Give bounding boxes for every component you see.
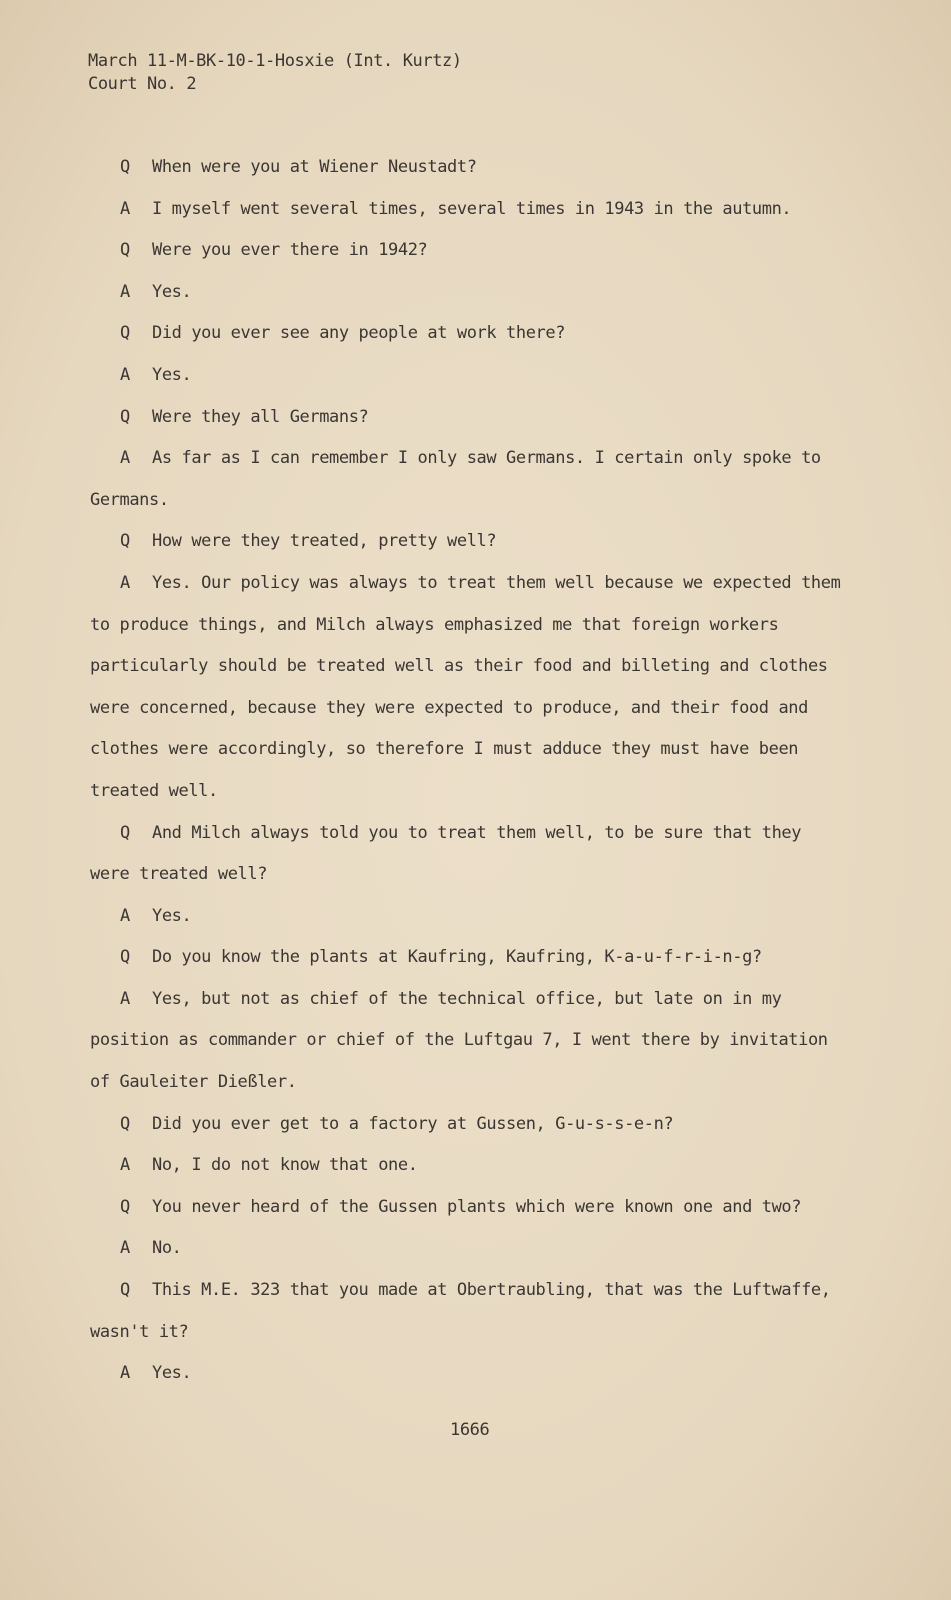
- document-header: [88, 50, 462, 96]
- entry-text: Yes.: [152, 364, 192, 385]
- entry-text: And Milch always told you to treat them well, to be sure that they were treated well?: [90, 822, 802, 885]
- speaker-label: A: [120, 1238, 130, 1259]
- entry-text: Yes.: [152, 905, 192, 926]
- transcript-entry: [90, 937, 850, 979]
- entry-text: Did you ever get to a factory at Gussen, G-u-s-s-e-n?: [152, 1113, 674, 1134]
- transcript-entry: [90, 147, 850, 189]
- entry-text: No, I do not know that one.: [152, 1155, 418, 1176]
- speaker-label: Q: [120, 240, 130, 261]
- speaker-label: A: [120, 988, 130, 1009]
- transcript-entry: [90, 313, 850, 355]
- speaker-label: A: [120, 572, 130, 593]
- speaker-label: A: [120, 281, 130, 302]
- speaker-label: A: [120, 198, 130, 219]
- entry-text: Were they all Germans?: [152, 406, 369, 427]
- entry-text: You never heard of the Gussen plants which were known one and two?: [152, 1196, 802, 1217]
- transcript-entry: [90, 1228, 850, 1270]
- entry-text: This M.E. 323 that you made at Obertraubling, that was the Luftwaffe, wasn't it?: [90, 1280, 831, 1342]
- speaker-label: Q: [120, 157, 130, 177]
- transcript-entry: [90, 1104, 850, 1146]
- speaker-label: A: [120, 1363, 130, 1384]
- speaker-label: Q: [120, 323, 130, 344]
- entry-text: As far as I can remember I only saw Germans. I certain only spoke to Germans.: [90, 448, 821, 510]
- speaker-label: Q: [120, 947, 130, 968]
- speaker-label: A: [120, 905, 130, 926]
- transcript-entry: [90, 438, 850, 521]
- transcript-entry: [90, 896, 850, 938]
- entry-text: Yes, but not as chief of the technical office, but late on in my position as commander or chief of the Luftgau 7, I went there by invitation of Gauleiter Dießler.: [90, 988, 828, 1093]
- transcript-entry: [90, 1353, 850, 1395]
- entry-text: When were you at Wiener Neustadt?: [152, 157, 477, 177]
- entry-text: Did you ever see any people at work there?: [152, 323, 566, 344]
- entry-text: I myself went several times, several times in 1943 in the autumn.: [152, 198, 792, 219]
- transcript-entry: [90, 1187, 850, 1229]
- speaker-label: A: [120, 448, 130, 469]
- transcript-entry: [90, 1270, 850, 1353]
- speaker-label: Q: [120, 1280, 130, 1301]
- entry-text: Yes.: [152, 281, 192, 302]
- speaker-label: Q: [120, 1113, 130, 1134]
- transcript-entry: [90, 397, 850, 439]
- transcript-entry: [90, 563, 850, 813]
- speaker-label: Q: [120, 822, 130, 843]
- entry-text: Do you know the plants at Kaufring, Kaufring, K-a-u-f-r-i-n-g?: [152, 947, 762, 968]
- header-line-2: Court No. 2: [88, 74, 197, 94]
- transcript-entry: [90, 355, 850, 397]
- page-number: 1666: [450, 1420, 490, 1440]
- speaker-label: Q: [120, 1196, 130, 1217]
- entry-text: No.: [152, 1238, 182, 1259]
- transcript-entry: [90, 979, 850, 1104]
- transcript-entry: [90, 230, 850, 272]
- transcript-body: [90, 147, 850, 1395]
- speaker-label: Q: [120, 531, 130, 552]
- transcript-entry: [90, 521, 850, 563]
- transcript-entry: [90, 1145, 850, 1187]
- entry-text: Yes.: [152, 1363, 192, 1384]
- entry-text: Were you ever there in 1942?: [152, 240, 428, 261]
- speaker-label: Q: [120, 406, 130, 427]
- entry-text: Yes. Our policy was always to treat them well because we expected them to produce things, and Milch always emphasized me that foreign workers particularly should be treated well as their food and billeting and clothes were concerned, because they were expected to produce, and their food and clothes were accordingly, so therefore I must adduce they must have been treated well.: [90, 572, 841, 801]
- header-line-1: March 11-M-BK-10-1-Hosxie (Int. Kurtz): [88, 51, 462, 71]
- entry-text: How were they treated, pretty well?: [152, 531, 497, 552]
- transcript-entry: [90, 813, 850, 896]
- transcript-entry: [90, 189, 850, 231]
- speaker-label: A: [120, 1155, 130, 1176]
- speaker-label: A: [120, 364, 130, 385]
- transcript-entry: [90, 272, 850, 314]
